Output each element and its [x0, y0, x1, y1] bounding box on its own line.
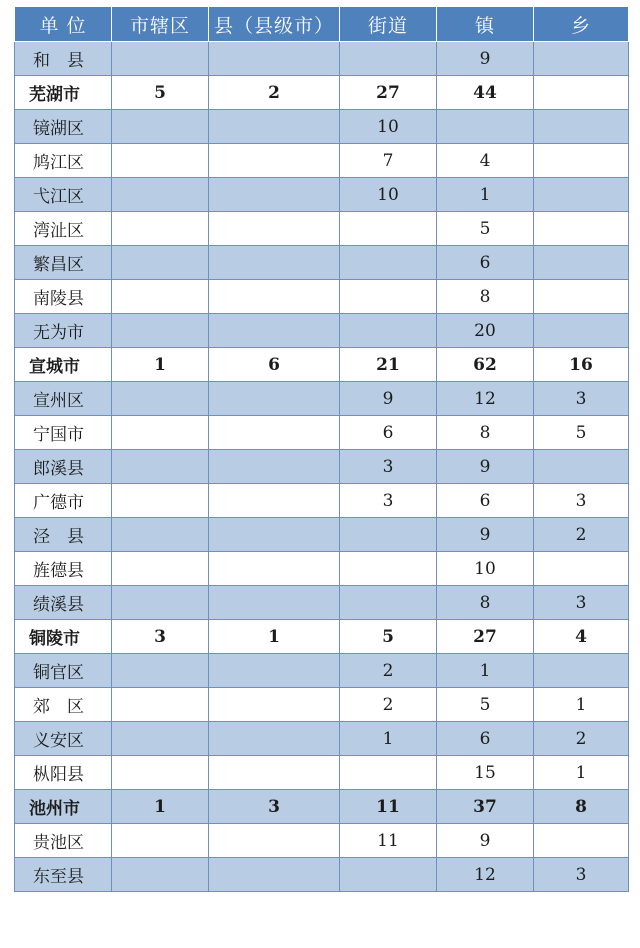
districts-cell — [112, 756, 209, 790]
subdistricts-cell: 5 — [340, 620, 437, 654]
subdistricts-cell — [340, 314, 437, 348]
districts-cell — [112, 42, 209, 76]
header-subdistricts: 街道 — [340, 7, 437, 42]
townships-cell: 5 — [534, 416, 629, 450]
unit-name-cell: 铜官区 — [15, 654, 112, 688]
townships-cell: 2 — [534, 722, 629, 756]
districts-cell: 1 — [112, 790, 209, 824]
counties-cell — [209, 654, 340, 688]
unit-name-cell: 鸠江区 — [15, 144, 112, 178]
unit-name-cell: 湾沚区 — [15, 212, 112, 246]
townships-cell — [534, 246, 629, 280]
subdistricts-cell — [340, 552, 437, 586]
table-row — [15, 280, 629, 314]
counties-cell — [209, 552, 340, 586]
subdistricts-cell — [340, 586, 437, 620]
table-row — [15, 178, 629, 212]
towns-cell: 8 — [437, 586, 534, 620]
header-counties: 县（县级市） — [209, 7, 340, 42]
districts-cell: 1 — [112, 348, 209, 382]
unit-name-cell: 广德市 — [15, 484, 112, 518]
unit-name-cell: 芜湖市 — [15, 76, 112, 110]
table-row — [15, 552, 629, 586]
table-row — [15, 756, 629, 790]
header-unit: 单 位 — [15, 7, 112, 42]
townships-cell: 16 — [534, 348, 629, 382]
counties-cell — [209, 450, 340, 484]
towns-cell: 20 — [437, 314, 534, 348]
towns-cell: 12 — [437, 382, 534, 416]
table-row — [15, 416, 629, 450]
towns-cell: 8 — [437, 280, 534, 314]
unit-name-cell: 宣州区 — [15, 382, 112, 416]
townships-cell: 4 — [534, 620, 629, 654]
subdistricts-cell: 11 — [340, 790, 437, 824]
table-row — [15, 110, 629, 144]
townships-cell — [534, 280, 629, 314]
counties-cell — [209, 518, 340, 552]
subdistricts-cell: 7 — [340, 144, 437, 178]
counties-cell — [209, 212, 340, 246]
towns-cell: 4 — [437, 144, 534, 178]
townships-cell — [534, 76, 629, 110]
districts-cell — [112, 450, 209, 484]
towns-cell: 12 — [437, 858, 534, 892]
subdistricts-cell — [340, 280, 437, 314]
subdistricts-cell: 27 — [340, 76, 437, 110]
districts-cell — [112, 722, 209, 756]
counties-cell — [209, 688, 340, 722]
towns-cell: 9 — [437, 518, 534, 552]
counties-cell — [209, 246, 340, 280]
townships-cell — [534, 42, 629, 76]
towns-cell: 9 — [437, 450, 534, 484]
table-row — [15, 722, 629, 756]
unit-name-cell: 和 县 — [15, 42, 112, 76]
townships-cell: 3 — [534, 484, 629, 518]
unit-name-cell: 宁国市 — [15, 416, 112, 450]
unit-name-cell: 东至县 — [15, 858, 112, 892]
subdistricts-cell: 21 — [340, 348, 437, 382]
towns-cell: 62 — [437, 348, 534, 382]
districts-cell — [112, 212, 209, 246]
townships-cell — [534, 824, 629, 858]
districts-cell — [112, 552, 209, 586]
counties-cell — [209, 586, 340, 620]
towns-cell: 10 — [437, 552, 534, 586]
districts-cell — [112, 246, 209, 280]
districts-cell — [112, 178, 209, 212]
counties-cell — [209, 824, 340, 858]
unit-name-cell: 贵池区 — [15, 824, 112, 858]
subdistricts-cell — [340, 756, 437, 790]
counties-cell — [209, 484, 340, 518]
subdistricts-cell — [340, 518, 437, 552]
districts-cell — [112, 654, 209, 688]
districts-cell — [112, 416, 209, 450]
city-summary-row — [15, 348, 629, 382]
subdistricts-cell: 11 — [340, 824, 437, 858]
city-summary-row — [15, 620, 629, 654]
table-row — [15, 314, 629, 348]
districts-cell — [112, 382, 209, 416]
unit-name-cell: 旌德县 — [15, 552, 112, 586]
towns-cell: 9 — [437, 42, 534, 76]
districts-cell: 5 — [112, 76, 209, 110]
counties-cell — [209, 42, 340, 76]
towns-cell: 6 — [437, 484, 534, 518]
towns-cell: 15 — [437, 756, 534, 790]
townships-cell: 8 — [534, 790, 629, 824]
towns-cell: 6 — [437, 722, 534, 756]
subdistricts-cell — [340, 212, 437, 246]
townships-cell — [534, 552, 629, 586]
unit-name-cell: 绩溪县 — [15, 586, 112, 620]
townships-cell — [534, 212, 629, 246]
unit-name-cell: 宣城市 — [15, 348, 112, 382]
unit-name-cell: 无为市 — [15, 314, 112, 348]
unit-name-cell: 郎溪县 — [15, 450, 112, 484]
counties-cell — [209, 178, 340, 212]
townships-cell: 3 — [534, 858, 629, 892]
towns-cell: 5 — [437, 212, 534, 246]
subdistricts-cell — [340, 42, 437, 76]
unit-name-cell: 铜陵市 — [15, 620, 112, 654]
townships-cell: 1 — [534, 688, 629, 722]
unit-name-cell: 弋江区 — [15, 178, 112, 212]
table-row — [15, 484, 629, 518]
districts-cell — [112, 314, 209, 348]
table-row — [15, 688, 629, 722]
unit-name-cell: 池州市 — [15, 790, 112, 824]
districts-cell: 3 — [112, 620, 209, 654]
counties-cell: 1 — [209, 620, 340, 654]
admin-divisions-table — [14, 6, 629, 892]
townships-cell — [534, 450, 629, 484]
towns-cell: 8 — [437, 416, 534, 450]
table-row — [15, 42, 629, 76]
table-row — [15, 824, 629, 858]
subdistricts-cell — [340, 858, 437, 892]
townships-cell — [534, 110, 629, 144]
city-summary-row — [15, 76, 629, 110]
towns-cell — [437, 110, 534, 144]
counties-cell — [209, 416, 340, 450]
counties-cell — [209, 756, 340, 790]
towns-cell: 9 — [437, 824, 534, 858]
unit-name-cell: 枞阳县 — [15, 756, 112, 790]
counties-cell — [209, 858, 340, 892]
subdistricts-cell: 10 — [340, 178, 437, 212]
districts-cell — [112, 518, 209, 552]
subdistricts-cell: 3 — [340, 450, 437, 484]
subdistricts-cell: 6 — [340, 416, 437, 450]
table-row — [15, 586, 629, 620]
subdistricts-cell: 2 — [340, 654, 437, 688]
table-row — [15, 144, 629, 178]
counties-cell — [209, 144, 340, 178]
unit-name-cell: 镜湖区 — [15, 110, 112, 144]
districts-cell — [112, 688, 209, 722]
counties-cell — [209, 382, 340, 416]
counties-cell — [209, 280, 340, 314]
table-row — [15, 246, 629, 280]
header-townships: 乡 — [534, 7, 629, 42]
subdistricts-cell: 3 — [340, 484, 437, 518]
towns-cell: 6 — [437, 246, 534, 280]
towns-cell: 37 — [437, 790, 534, 824]
unit-name-cell: 泾 县 — [15, 518, 112, 552]
districts-cell — [112, 586, 209, 620]
townships-cell: 3 — [534, 382, 629, 416]
districts-cell — [112, 484, 209, 518]
unit-name-cell: 繁昌区 — [15, 246, 112, 280]
counties-cell: 2 — [209, 76, 340, 110]
districts-cell — [112, 280, 209, 314]
city-summary-row — [15, 790, 629, 824]
towns-cell: 1 — [437, 178, 534, 212]
subdistricts-cell: 1 — [340, 722, 437, 756]
subdistricts-cell: 2 — [340, 688, 437, 722]
counties-cell — [209, 722, 340, 756]
towns-cell: 44 — [437, 76, 534, 110]
table-row — [15, 382, 629, 416]
townships-cell: 3 — [534, 586, 629, 620]
towns-cell: 5 — [437, 688, 534, 722]
districts-cell — [112, 858, 209, 892]
districts-cell — [112, 144, 209, 178]
unit-name-cell: 南陵县 — [15, 280, 112, 314]
counties-cell: 6 — [209, 348, 340, 382]
subdistricts-cell: 10 — [340, 110, 437, 144]
counties-cell: 3 — [209, 790, 340, 824]
unit-name-cell: 义安区 — [15, 722, 112, 756]
table-row — [15, 858, 629, 892]
table-row — [15, 654, 629, 688]
header-row — [15, 7, 629, 42]
townships-cell — [534, 654, 629, 688]
table-body — [15, 42, 629, 892]
towns-cell: 27 — [437, 620, 534, 654]
townships-cell — [534, 178, 629, 212]
towns-cell: 1 — [437, 654, 534, 688]
districts-cell — [112, 824, 209, 858]
townships-cell: 1 — [534, 756, 629, 790]
subdistricts-cell: 9 — [340, 382, 437, 416]
unit-name-cell: 郊 区 — [15, 688, 112, 722]
subdistricts-cell — [340, 246, 437, 280]
townships-cell: 2 — [534, 518, 629, 552]
counties-cell — [209, 314, 340, 348]
header-towns: 镇 — [437, 7, 534, 42]
header-districts: 市辖区 — [112, 7, 209, 42]
townships-cell — [534, 144, 629, 178]
table-row — [15, 212, 629, 246]
districts-cell — [112, 110, 209, 144]
table-row — [15, 450, 629, 484]
table-row — [15, 518, 629, 552]
townships-cell — [534, 314, 629, 348]
counties-cell — [209, 110, 340, 144]
